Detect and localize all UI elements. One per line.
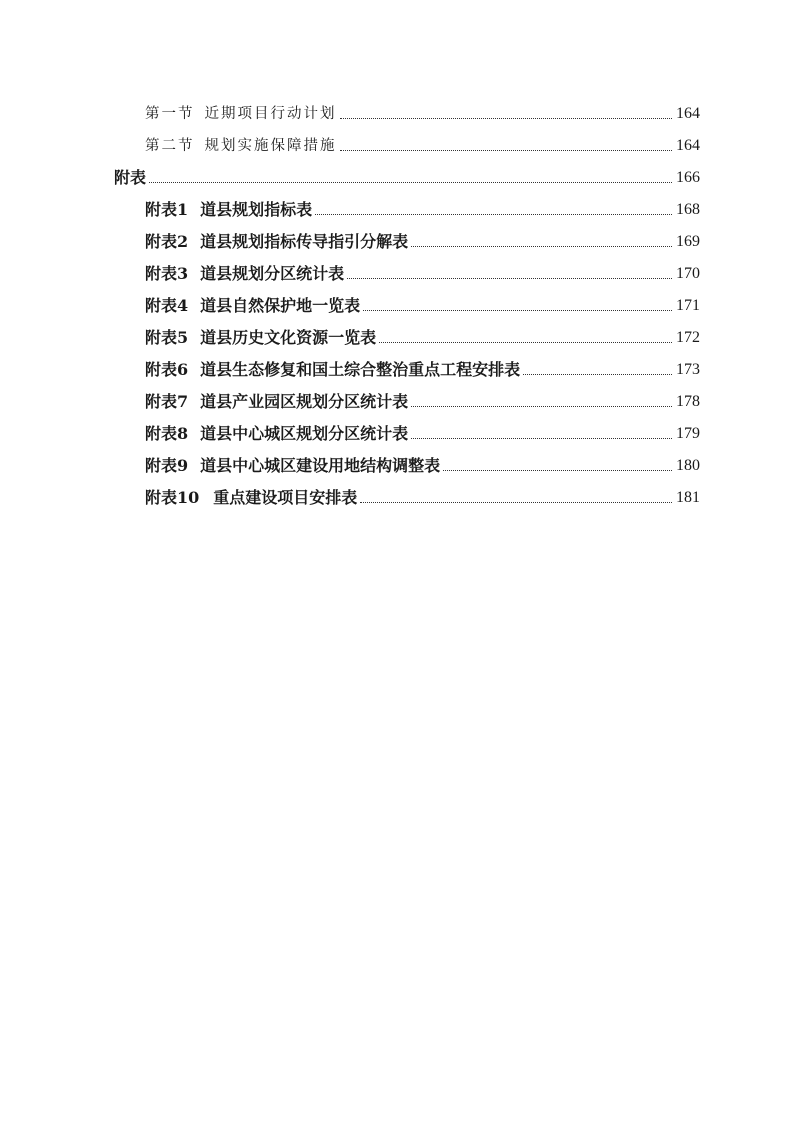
toc-entry-appendix-6[interactable] (145, 356, 700, 380)
toc-entry-page: 179 (676, 425, 700, 442)
toc-entry-prefix: 第二节 (145, 138, 195, 154)
toc-entry-section-1[interactable] (145, 100, 700, 124)
toc-entry-appendix-2[interactable] (145, 228, 700, 252)
dot-leader (411, 246, 672, 247)
dot-leader (360, 502, 672, 503)
dot-leader (523, 374, 672, 375)
toc-entry-appendix-5[interactable] (145, 324, 700, 348)
toc-entry-title: 道县产业园区规划分区统计表 (200, 392, 409, 411)
toc-entry-title: 近期项目行动计划 (204, 106, 337, 122)
toc-entry-page: 164 (676, 137, 700, 154)
toc-entry-appendix-3[interactable] (145, 260, 700, 284)
toc-entry-prefix: 附表4 (145, 296, 189, 315)
toc-entry-page: 180 (676, 457, 700, 474)
toc-entry-chapter[interactable] (114, 164, 700, 188)
toc-entry-page: 173 (676, 361, 700, 378)
toc-entry-page: 169 (676, 233, 700, 250)
dot-leader (363, 310, 672, 311)
toc-entry-appendix-8[interactable] (145, 420, 700, 444)
toc-entry-title: 道县中心城区建设用地结构调整表 (200, 456, 441, 475)
dot-leader (411, 406, 672, 407)
toc-entry-title: 道县规划分区统计表 (200, 264, 345, 283)
toc-entry-prefix: 附表7 (145, 392, 189, 411)
toc-entry-prefix: 附表8 (145, 424, 189, 443)
toc-entry-prefix: 附表2 (145, 232, 189, 251)
toc-entry-prefix: 附表9 (145, 456, 189, 475)
toc-entry-appendix-10[interactable] (145, 484, 700, 508)
toc-entry-prefix: 附表10 (145, 488, 200, 507)
toc-entry-page: 178 (676, 393, 700, 410)
toc-entry-page: 164 (676, 105, 700, 122)
dot-leader (149, 182, 672, 183)
toc-entry-section-2[interactable] (145, 132, 700, 156)
dot-leader (340, 150, 673, 151)
dot-leader (347, 278, 672, 279)
toc-entry-prefix: 附表3 (145, 264, 189, 283)
toc-entry-title: 道县生态修复和国土综合整治重点工程安排表 (200, 360, 521, 379)
toc-entry-title: 道县自然保护地一览表 (200, 296, 361, 315)
toc-entry-prefix: 第一节 (145, 106, 195, 122)
toc-entry-page: 168 (676, 201, 700, 218)
toc-entry-title: 重点建设项目安排表 (213, 488, 358, 507)
toc-entry-page: 170 (676, 265, 700, 282)
toc-entry-title: 道县规划指标表 (200, 200, 313, 219)
toc-entry-title: 道县中心城区规划分区统计表 (200, 424, 409, 443)
toc-entry-page: 171 (676, 297, 700, 314)
dot-leader (340, 118, 673, 119)
toc-entry-title: 附表 (114, 168, 147, 187)
toc-entry-page: 181 (676, 489, 700, 506)
toc-entry-appendix-9[interactable] (145, 452, 700, 476)
toc-entry-title: 道县规划指标传导指引分解表 (200, 232, 409, 251)
toc-entry-appendix-1[interactable] (145, 196, 700, 220)
toc-entry-title: 规划实施保障措施 (204, 138, 337, 154)
dot-leader (379, 342, 672, 343)
dot-leader (315, 214, 672, 215)
toc-entry-title: 道县历史文化资源一览表 (200, 328, 377, 347)
toc-entry-page: 166 (676, 169, 700, 186)
dot-leader (443, 470, 672, 471)
toc-entry-prefix: 附表1 (145, 200, 189, 219)
toc-entry-appendix-7[interactable] (145, 388, 700, 412)
toc-entry-prefix: 附表6 (145, 360, 189, 379)
toc-entry-appendix-4[interactable] (145, 292, 700, 316)
dot-leader (411, 438, 672, 439)
toc-entry-page: 172 (676, 329, 700, 346)
toc-entry-prefix: 附表5 (145, 328, 189, 347)
